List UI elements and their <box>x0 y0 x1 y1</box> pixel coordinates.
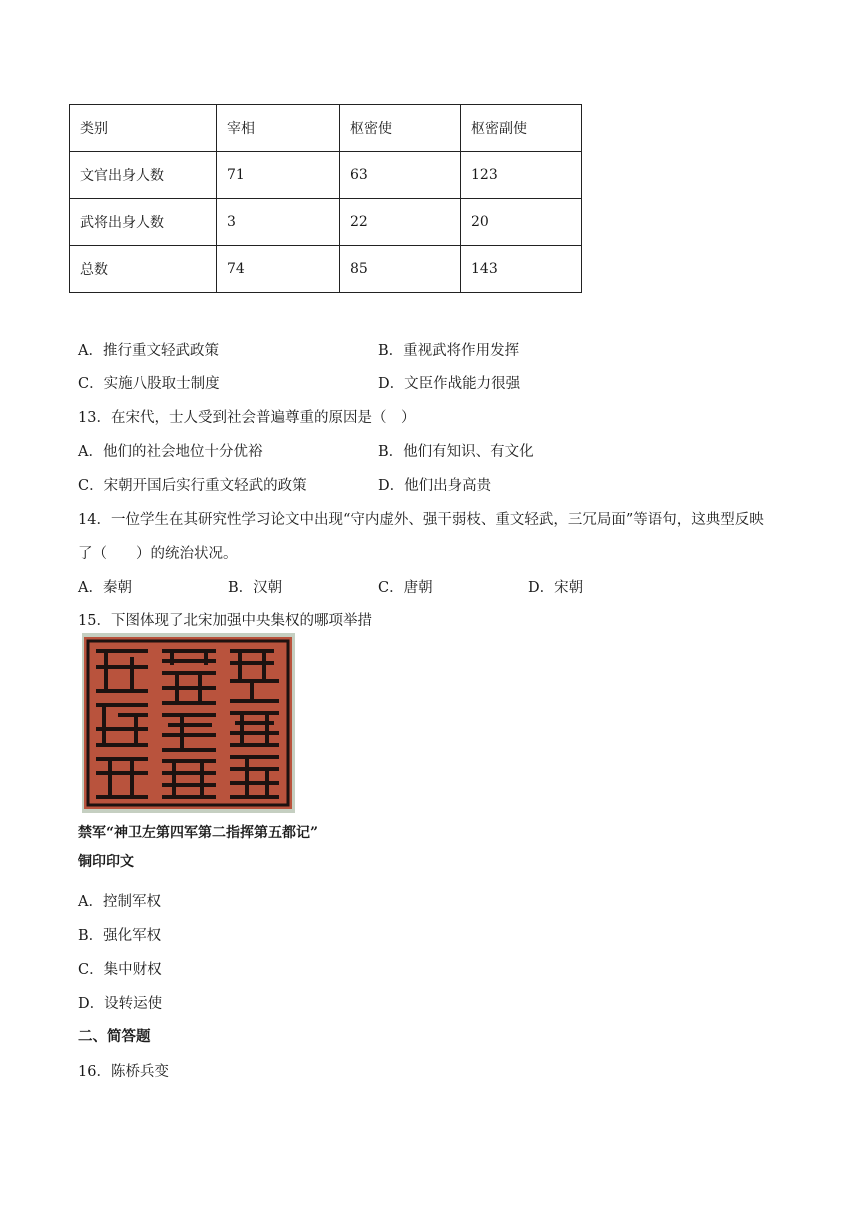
table-row <box>70 152 582 199</box>
table-cell: 类别 <box>70 105 217 152</box>
table-cell: 20 <box>461 199 582 246</box>
q15-option-c: C．集中财权 <box>78 962 162 978</box>
q13-option-a: A．他们的社会地位十分优裕 <box>78 444 263 460</box>
table-row <box>70 105 582 152</box>
q12-option-d: D．文臣作战能力很强 <box>378 376 521 392</box>
bronze-seal-image <box>82 633 295 813</box>
q12-option-c: C．实施八股取士制度 <box>78 376 220 392</box>
officials-table <box>69 104 582 293</box>
table-cell: 71 <box>217 152 340 199</box>
q14-option-c: C．唐朝 <box>378 580 433 596</box>
q15-stem: 15．下图体现了北宋加强中央集权的哪项举措 <box>78 613 372 629</box>
q14-stem-line2: 了（ ）的统治状况。 <box>78 546 238 562</box>
table-row <box>70 199 582 246</box>
q14-stem-line1: 14．一位学生在其研究性学习论文中出现“守内虚外、强干弱枝、重文轻武，三冗局面”等语句，这典型反映 <box>78 512 764 528</box>
table-cell: 85 <box>340 246 461 293</box>
q14-option-d: D．宋朝 <box>528 580 584 596</box>
table-cell: 3 <box>217 199 340 246</box>
q14-option-b: B．汉朝 <box>228 580 283 596</box>
table-cell: 74 <box>217 246 340 293</box>
q13-option-c: C．宋朝开国后实行重文轻武的政策 <box>78 478 307 494</box>
table-cell: 文官出身人数 <box>70 152 217 199</box>
section-heading: 二、简答题 <box>78 1028 151 1045</box>
seal-caption-line2: 铜印印文 <box>78 854 134 870</box>
q16-stem: 16．陈桥兵变 <box>78 1064 169 1080</box>
table-cell: 63 <box>340 152 461 199</box>
q12-option-a: A．推行重文轻武政策 <box>78 343 219 359</box>
table-cell: 武将出身人数 <box>70 199 217 246</box>
q15-option-d: D．设转运使 <box>78 996 163 1012</box>
q15-option-b: B．强化军权 <box>78 928 162 944</box>
q13-stem: 13．在宋代，士人受到社会普遍尊重的原因是（ ） <box>78 410 416 426</box>
q13-option-d: D．他们出身高贵 <box>378 478 492 494</box>
table-cell: 枢密使 <box>340 105 461 152</box>
q12-option-b: B．重视武将作用发挥 <box>378 343 520 359</box>
seal-caption-line1: 禁军“神卫左第四军第二指挥第五都记” <box>78 825 319 841</box>
q13-option-b: B．他们有知识、有文化 <box>378 444 534 460</box>
table-cell: 143 <box>461 246 582 293</box>
q15-option-a: A．控制军权 <box>78 894 161 910</box>
table-cell: 22 <box>340 199 461 246</box>
table-cell: 总数 <box>70 246 217 293</box>
table-cell: 枢密副使 <box>461 105 582 152</box>
table-cell: 宰相 <box>217 105 340 152</box>
q14-option-a: A．秦朝 <box>78 580 132 596</box>
table-cell: 123 <box>461 152 582 199</box>
table-row <box>70 246 582 293</box>
